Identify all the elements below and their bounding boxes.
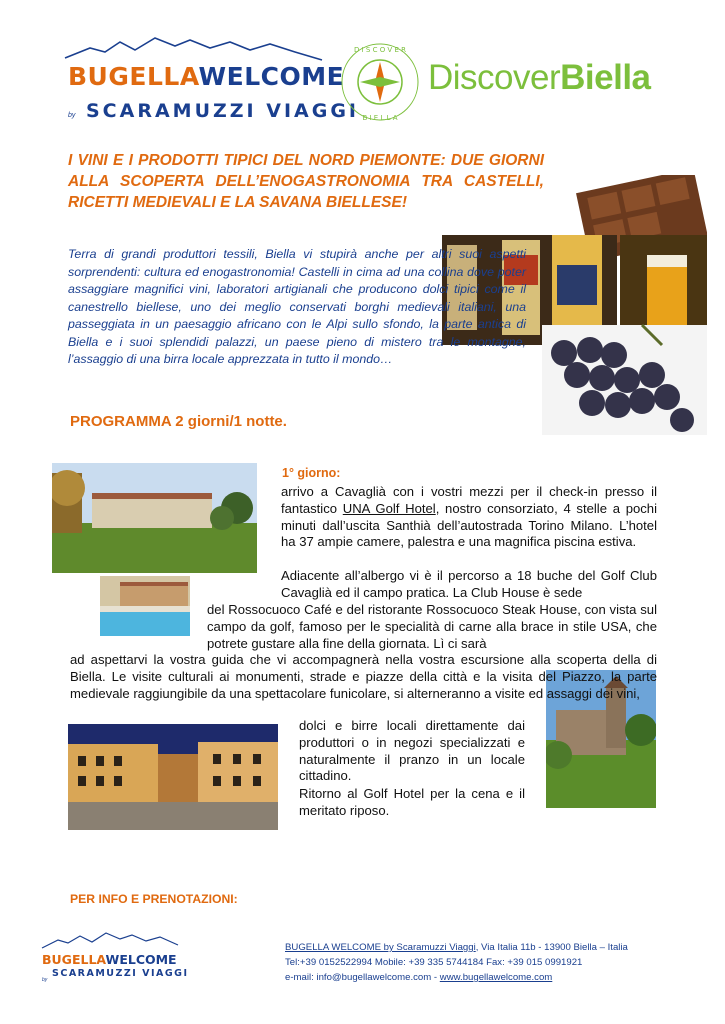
info-heading: PER INFO E PRENOTAZIONI:	[70, 892, 238, 906]
day-one-paragraph-2d: dolci e birre locali direttamente dai produttori o in negozi specializzati e naturalmente il pranzo in un locale cittadino.	[299, 718, 525, 784]
footer-phone-line: Tel:+39 0152522994 Mobile: +39 335 5744184 Fax: +39 015 0991921	[285, 957, 583, 968]
footer-contact-block	[285, 940, 628, 985]
footer-brand-bugella-welcome: BUGELLAWELCOME	[42, 952, 177, 967]
svg-text:B I E L L A: B I E L L A	[362, 114, 398, 122]
page-headline: I VINI E I PRODOTTI TIPICI DEL NORD PIEMONTE: DUE GIORNI ALLA SCOPERTA DELL’ENOGASTRONOMIA TRA CASTELLI, RICETTI MEDIEVALI E LA SAVANA BIELLESE!	[68, 152, 544, 211]
day-one-paragraph-2a: Adiacente all’albergo vi è il percorso a 18 buche del Golf Club Cavaglià ed il campo pratica. La Club House è sede	[281, 568, 657, 600]
day-one-paragraph-2b: del Rossocuoco Café e del ristorante Rossocuoco Steak House, con vista sul campo da golf, famoso per le specialità di carne alla brace in stile USA, che potrete gustare alla fine della giornata. Lì ci sarà	[207, 602, 657, 651]
brand-scaramuzzi: SCARAMUZZI VIAGGI	[86, 100, 359, 122]
footer-address-line: BUGELLA WELCOME by Scaramuzzi Viaggi, Via Italia 11b - 13900 Biella – Italia	[285, 942, 628, 953]
day-one-paragraph-1: arrivo a Cavaglià con i vostri mezzi per il check-in presso il fantastico UNA Golf Hotel, nostro consorziato, 4 stelle a pochi minuti dall’uscita Santhià dell’autostrada Torino Milano. L’hotel ha 37 ampie camere, palestra e una magnifica piscina estiva.	[281, 484, 658, 550]
compass-badge-icon	[338, 40, 422, 124]
intro-paragraph: Terra di grandi produttori tessili, Biella vi stupirà anche per altri suoi aspetti sorprendenti: cultura ed enogastronomia! Castelli in cima ad una collina dove poter assaggiare magnifici vini, laboratori artigianali che producono dolci tipici come il canestrello biellese, uno dei meglio conservati borghi medievali italiani, una passeggiata in un paesaggio africano con le Alpi sullo sfondo, la parte antica di Biella e i suoi splendidi palazzi, un paese pieno di mistero tra le montagne, l’assaggio di una birra locale apprezzata in tutto il mondo…	[68, 247, 526, 366]
svg-text:D I S C O V E R: D I S C O V E R	[354, 46, 406, 54]
biella-piazza-night-photo	[68, 724, 278, 830]
footer-brand-by: by	[42, 977, 48, 983]
brand-bugella-welcome: BUGELLAWELCOME	[68, 62, 345, 91]
discover-biella-wordmark: DiscoverBiella	[428, 58, 651, 97]
brand-by: by	[68, 112, 76, 119]
footer-brand-scaramuzzi: SCARAMUZZI VIAGGI	[52, 968, 189, 979]
golf-hotel-photo	[52, 463, 257, 573]
day-one-heading: 1° giorno:	[282, 466, 341, 480]
una-golf-hotel-link[interactable]: UNA Golf Hotel	[342, 500, 436, 516]
footer-email-line: e-mail: info@bugellawelcome.com - www.bugellawelcome.com	[285, 972, 553, 983]
program-heading: PROGRAMMA 2 giorni/1 notte.	[70, 413, 287, 430]
day-one-paragraph-3: Ritorno al Golf Hotel per la cena e il meritato riposo.	[299, 786, 525, 818]
footer-agency-link[interactable]: BUGELLA WELCOME by Scaramuzzi Viaggi	[285, 942, 476, 953]
footer-website-link[interactable]: www.bugellawelcome.com	[439, 972, 553, 983]
pool-photo	[100, 576, 190, 636]
day-one-paragraph-2c: ad aspettarvi la vostra guida che vi accompagnerà nella vostra escursione alla scoperta della di Biella. Le visite culturali ai monumenti, strade e piazze della città e la visita del Piazzo, la parte medievale raggiungibile da una spettacolare funicolare, si alterneranno a visite ed assaggi dei vini,	[70, 652, 657, 701]
